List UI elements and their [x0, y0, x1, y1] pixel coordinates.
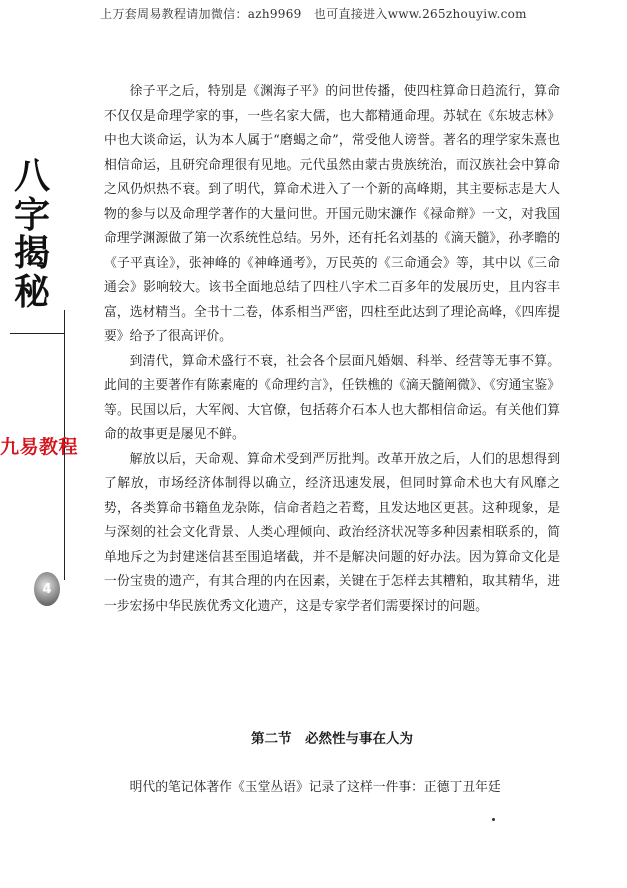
title-divider [10, 333, 64, 334]
page-header: 上万套周易教程请加微信：azh9969 也可直接进入www.265zhouyiw.com [100, 7, 527, 21]
book-title-vertical [2, 158, 62, 312]
page-number-badge: 4 [34, 572, 60, 606]
title-char: 秘 [13, 271, 50, 313]
title-char: 揭 [13, 233, 50, 275]
paragraph: 徐子平之后，特别是《渊海子平》的问世传播，使四柱算命日趋流行，算命不仅仅是命理学家的事，一些名家大儒，也大都精通命理。苏轼在《东坡志林》中也大谈命运，认为本人属于“磨蝎之命”，常受他人谤誉。著名的理学家朱熹也相信命运，且研究命理很有见地。元代虽然由蒙古贵族统治，而汉族社会中算命之风仍炽热不衰。到了明代，算命术进入了一个新的高峰期，其主要标志是大人物的参与以及命理学著作的大量问世。开国元勋宋濂作《禄命辩》一文，对我国命理学渊源做了第一次系统性总结。另外，还有托名刘基的《滴天髓》，孙孝瞻的《子平真诠》，张神峰的《神峰通考》，万民英的《三命通会》等，其中以《三命通会》影响较大。该书全面地总结了四柱八字术二百多年的发展历史，且内容丰富，选材精当。全书十二卷，体系相当严密，四柱至此达到了理论高峰，《四库提要》给予了很高评价。 [104, 84, 560, 344]
title-char: 八 [13, 156, 50, 197]
ink-dot [492, 818, 495, 821]
paragraph: 到清代，算命术盛行不衰，社会各个层面凡婚姻、科举、经营等无事不算。此间的主要著作有陈素庵的《命理约言》，任铁樵的《滴天髓阐微》、《穷通宝鉴》等。民国以后，大军阀、大官僚，包括蒋介石本人也大都相信命运。有关他们算命的故事更是屡见不鲜。 [104, 353, 560, 442]
body-text [104, 80, 560, 619]
section-heading: 第二节 必然性与事在人为 [251, 731, 413, 747]
watermark-brand: 九易教程 [0, 436, 79, 458]
paragraph: 解放以后，天命观、算命术受到严厉批判。改革开放之后，人们的思想得到了解放，市场经济体制得以确立，经济迅速发展，但同时算命术也大有风靡之势，各类算命书籍鱼龙杂陈，信命者趋之若鹜，且发达地区更甚。这种现象，是与深刻的社会文化背景、人类心理倾向、政治经济状况等多种因素相联系的，简单地斥之为封建迷信甚至围追堵截，并不是解决问题的好办法。因为算命文化是一份宝贵的遗产，有其合理的内在因素，关键在于怎样去其糟粕，取其精华，进一步宏扬中华民族优秀文化遗产，这是专家学者们需要探讨的问题。 [104, 451, 560, 614]
paragraph: 明代的笔记体著作《玉堂丛语》记录了这样一件事：正德丁丑年廷 [129, 780, 501, 795]
title-char: 字 [13, 194, 50, 236]
